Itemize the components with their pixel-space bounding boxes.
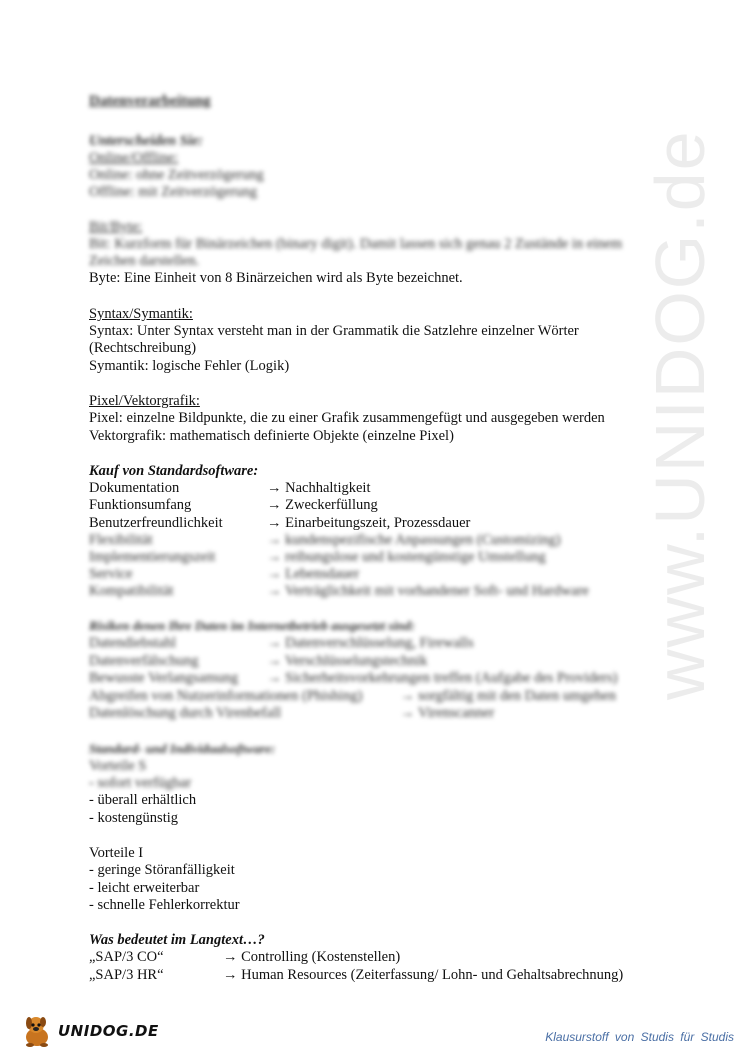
langtext-heading: Was bedeutet im Langtext…?: [89, 932, 265, 948]
pixel-line: Pixel: einzelne Bildpunkte, die zu einer Grafik zusammengefügt und ausgegeben werden: [89, 410, 605, 426]
risiken-row: [89, 634, 474, 652]
kauf-row-left: Service: [89, 566, 133, 582]
risiken-row-right: Verschlüsselungstechnik: [284, 653, 428, 669]
arrow-icon: →: [400, 705, 415, 721]
arrow-icon: →: [267, 532, 282, 548]
watermark: www.UNIDOG.de: [641, 129, 719, 700]
langtext-row: [89, 966, 624, 984]
risiken-row: [89, 704, 495, 722]
vorteile-s-item: - sofort verfügbar: [89, 775, 192, 791]
risiken-row-left: Datendiebstahl: [89, 635, 176, 651]
risiken-row-left: Datenverfälschung: [89, 653, 199, 669]
vektor-line: Vektorgrafik: mathematisch definierte Objekte (einzelne Pixel): [89, 428, 454, 444]
kauf-row-left: Benutzerfreundlichkeit: [89, 515, 223, 531]
risiken-row: [89, 687, 616, 705]
vorteile-i-heading: Vorteile I: [89, 845, 144, 861]
arrow-icon: →: [267, 497, 282, 513]
langtext-row-left: „SAP/3 CO“: [89, 949, 164, 965]
kauf-row-left: Funktionsumfang: [89, 497, 192, 513]
langtext-row-right: Controlling (Kostenstellen): [241, 949, 401, 965]
standard-heading: Standard- und Individualsoftware:: [89, 741, 276, 756]
kauf-row: [89, 565, 360, 583]
risiken-heading: Risiken denen Ihre Daten im Internetbetrieb ausgesetzt sind:: [89, 618, 416, 633]
symantik-line: Symantik: logische Fehler (Logik): [89, 358, 290, 374]
kauf-row-right: Einarbeitungszeit, Prozessdauer: [285, 515, 471, 531]
vorteile-s-item: - überall erhältlich: [89, 792, 197, 808]
risiken-row-left: Datenlöschung durch Virenbefall: [89, 705, 282, 721]
byte-line: Byte: Eine Einheit von 8 Binärzeichen wird als Byte bezeichnet.: [89, 270, 463, 286]
kauf-row: [89, 514, 471, 532]
arrow-icon: →: [267, 583, 282, 599]
risiken-row: [89, 669, 618, 687]
arrow-icon: →: [267, 549, 282, 565]
risiken-row-right: Virenscanner: [417, 705, 495, 721]
unterscheiden-heading: Unterscheiden Sie:: [89, 133, 203, 149]
kauf-row: [89, 582, 589, 600]
kauf-row-right: kundenspezifische Anpassungen (Customizing): [285, 532, 561, 548]
bit-line-2: Zeichen darstellen.: [89, 253, 200, 269]
kauf-row: [89, 496, 378, 514]
vorteile-s-item: - kostengünstig: [89, 810, 179, 826]
arrow-icon: →: [223, 949, 238, 965]
footer-tagline: Klausurstoff von Studis für Studis: [545, 1030, 734, 1044]
bit-byte-heading: Bit/Byte:: [89, 219, 143, 235]
risiken-row-right: Sicherheitsvorkehrungen treffen (Aufgabe des Providers): [285, 670, 618, 686]
kauf-row-right: Verträglichkeit mit vorhandener Soft- und Hardware: [284, 583, 589, 599]
arrow-icon: →: [267, 653, 282, 669]
risiken-row-right: sorgfältig mit den Daten umgehen: [418, 688, 616, 704]
arrow-icon: →: [267, 480, 282, 496]
kauf-row-left: Dokumentation: [89, 480, 180, 496]
arrow-icon: →: [223, 967, 238, 983]
offline-line: Offline: mit Zeitverzögerung: [89, 184, 258, 200]
kauf-row-right: Lebensdauer: [285, 566, 360, 582]
langtext-row: [89, 948, 401, 966]
pixel-heading: Pixel/Vektorgrafik:: [89, 393, 200, 409]
kauf-row-left: Kompatibilität: [89, 583, 174, 599]
vorteile-i-item: - leicht erweiterbar: [89, 880, 200, 896]
langtext-row-left: „SAP/3 HR“: [89, 967, 164, 983]
risiken-row-left: Abgreifen von Nutzerinformationen (Phishing): [89, 688, 363, 704]
risiken-row-right: Datenverschlüsselung, Firewalls: [285, 635, 474, 651]
document-title: Datenverarbeitung: [89, 93, 211, 109]
syntax-heading: Syntax/Symantik:: [89, 306, 193, 322]
unidog-logo[interactable]: [22, 1013, 162, 1049]
dog-mascot-icon: [22, 1013, 58, 1049]
bit-line-1: Bit: Kurzform für Binärzeichen (binary digit). Damit lassen sich genau 2 Zustände in einem: [89, 236, 623, 252]
online-offline-heading: Online/Offline:: [89, 150, 179, 166]
syntax-line-2: (Rechtschreibung): [89, 340, 197, 356]
risiken-row: [89, 652, 428, 670]
arrow-icon: →: [400, 688, 415, 704]
arrow-icon: →: [267, 566, 282, 582]
kauf-row-left: Flexibilität: [89, 532, 153, 548]
online-line: Online: ohne Zeitverzögerung: [89, 167, 264, 183]
langtext-row-right: Human Resources (Zeiterfassung/ Lohn- und Gehaltsabrechnung): [241, 967, 624, 983]
vorteile-i-item: - geringe Störanfälligkeit: [89, 862, 235, 878]
arrow-icon: →: [267, 515, 282, 531]
kauf-heading: Kauf von Standardsoftware:: [89, 463, 259, 479]
kauf-row: [89, 479, 371, 497]
kauf-row-right: Zweckerfüllung: [285, 497, 378, 513]
logo-text: UNIDOG.DE: [58, 1022, 159, 1040]
vorteile-s-heading: Vorteile S: [89, 758, 147, 774]
vorteile-i-item: - schnelle Fehlerkorrektur: [89, 897, 240, 913]
syntax-line-1: Syntax: Unter Syntax versteht man in der Grammatik die Satzlehre einzelner Wörter: [89, 323, 579, 339]
risiken-row-left: Bewusste Verlangsamung: [89, 670, 239, 686]
kauf-row-left: Implementierungszeit: [89, 549, 216, 565]
kauf-row-right: reibungslose und kostengünstige Umstellung: [285, 549, 546, 565]
kauf-row-right: Nachhaltigkeit: [285, 480, 371, 496]
arrow-icon: →: [267, 670, 282, 686]
kauf-row: [89, 548, 546, 566]
arrow-icon: →: [267, 635, 282, 651]
kauf-row: [89, 531, 561, 549]
